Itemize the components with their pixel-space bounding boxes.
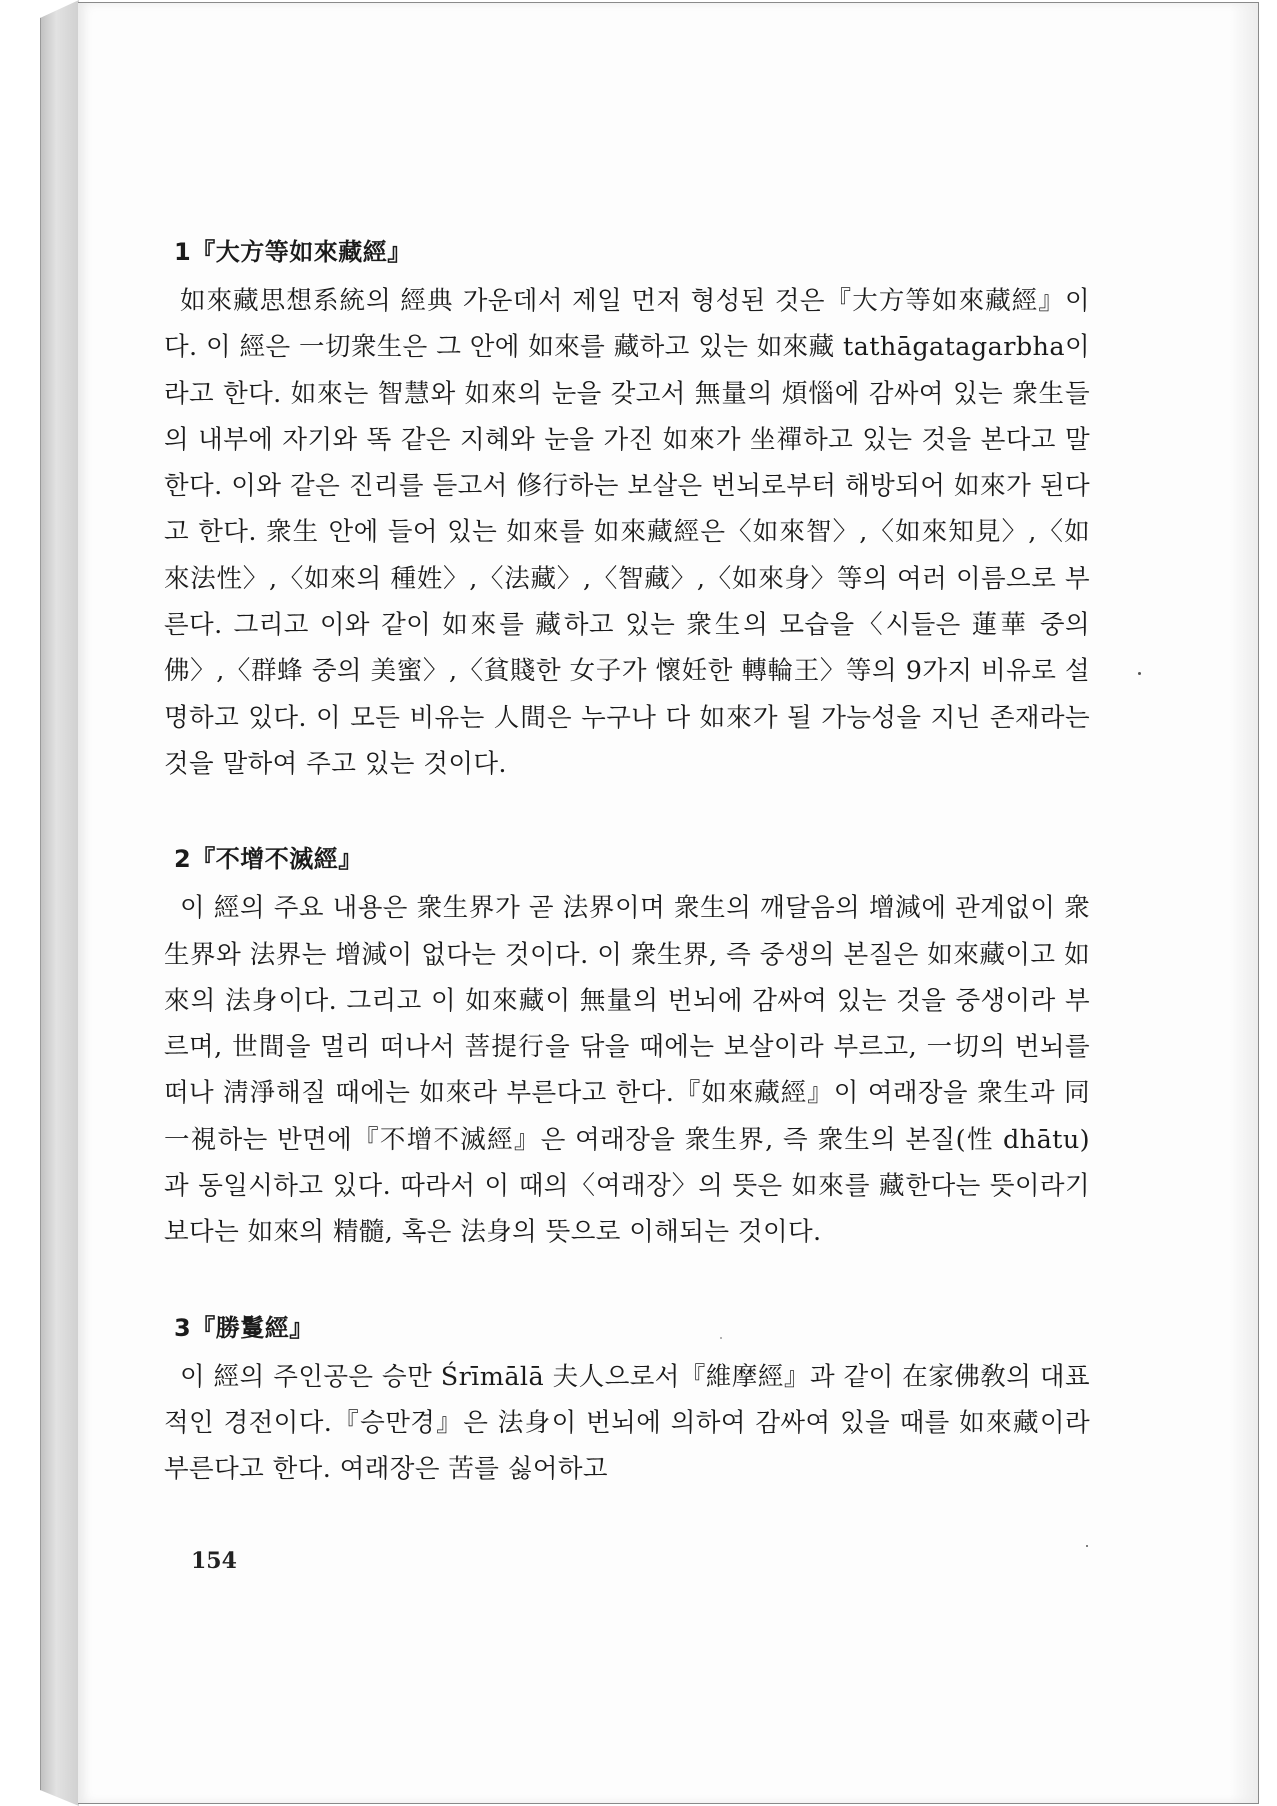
section-srimala-sutra: [164, 1308, 1090, 1493]
page-content: [164, 232, 1090, 1545]
section-heading: 2『不增不滅經』: [174, 845, 363, 874]
section-tathagatagarbha-sutra: [164, 232, 1090, 787]
section-paragraph: 이 經의 주요 내용은 衆生界가 곧 法界이며 衆生의 깨달음의 增減에 관계없이 衆生界와 法界는 增減이 없다는 것이다. 이 衆生界, 즉 중생의 본질은 如來藏이고 如來의 法身이다. 그리고 이 如來藏이 無量의 번뇌에 감싸여 있는 것을 중생이라 부르며, 世間을 멀리 떠나서 菩提行을 닦을 때에는 보살이라 부르고, 一切의 번뇌를 떠나 淸淨해질 때에는 如來라 부른다고 한다.『如來藏經』이 여래장을 衆生과 同一視하는 반면에『不增不滅經』은 여래장을 衆生界, 즉 衆生의 본질(性 dhātu)과 동일시하고 있다. 따라서 이 때의〈여래장〉의 뜻은 如來를 藏한다는 뜻이라기보다는 如來의 精髓, 혹은 法身의 뜻으로 이해되는 것이다.: [164, 893, 1090, 1248]
section-heading: 3『勝鬘經』: [174, 1313, 314, 1342]
section-paragraph: 이 經의 주인공은 승만 Śrīmālā 夫人으로서『維摩經』과 같이 在家佛敎의 대표적인 경전이다.『승만경』은 法身이 번뇌에 의하여 감싸여 있을 때를 如來藏이라 부른다고 한다. 여래장은 苦를 싫어하고: [164, 1361, 1090, 1485]
scan-speck: [1138, 672, 1141, 675]
page-number: 154: [191, 1548, 237, 1574]
section-paragraph: 如來藏思想系統의 經典 가운데서 제일 먼저 형성된 것은『大方等如來藏經』이다. 이 經은 一切衆生은 그 안에 如來를 藏하고 있는 如來藏 tathāgatagarbha이라고 한다. 如來는 智慧와 如來의 눈을 갖고서 無量의 煩惱에 감싸여 있는 衆生들의 내부에 자기와 똑 같은 지혜와 눈을 가진 如來가 坐禪하고 있는 것을 본다고 말한다. 이와 같은 진리를 듣고서 修行하는 보살은 번뇌로부터 해방되어 如來가 된다고 한다. 衆生 안에 들어 있는 如來를 如來藏經은〈如來智〉,〈如來知見〉,〈如來法性〉,〈如來의 種姓〉,〈法藏〉,〈智藏〉,〈如來身〉等의 여러 이름으로 부른다. 그리고 이와 같이 如來를 藏하고 있는 衆生의 모습을〈시들은 蓮華 중의 佛〉,〈群蜂 중의 美蜜〉,〈貧賤한 女子가 懷妊한 轉輪王〉等의 9가지 비유로 설명하고 있다. 이 모든 비유는 人間은 누구나 다 如來가 될 가능성을 지닌 존재라는 것을 말하여 주고 있는 것이다.: [164, 286, 1090, 779]
scan-speck: [1086, 1545, 1088, 1547]
section-anunatva-sutra: [164, 839, 1090, 1255]
section-heading: 1『大方等如來藏經』: [174, 238, 412, 266]
page-edge-shading: [1230, 3, 1258, 1803]
scan-speck: [720, 1337, 722, 1339]
book-spine: [40, 0, 79, 1806]
